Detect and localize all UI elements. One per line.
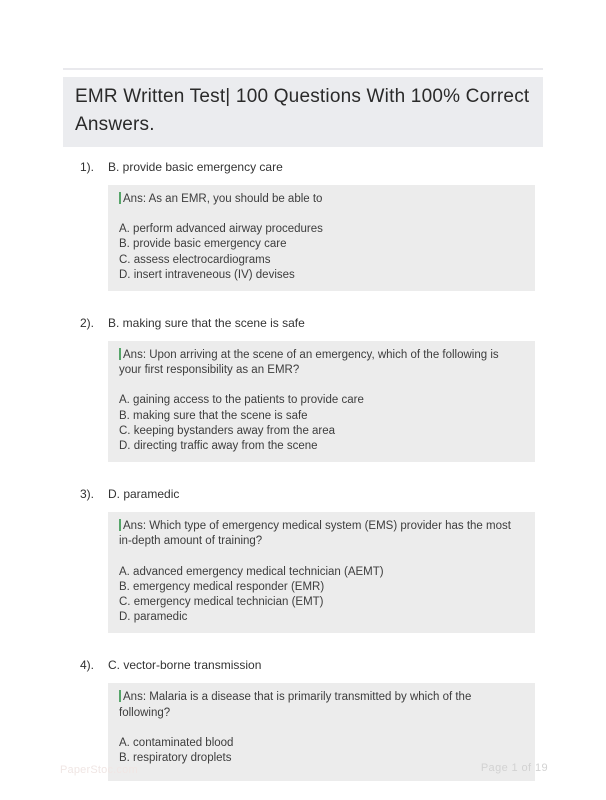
option: D. insert intraveneous (IV) devises: [119, 268, 295, 281]
question-correct-answer: B. provide basic emergency care: [108, 160, 283, 174]
text-cursor-mark: [119, 690, 121, 702]
ans-text: Ans: Upon arriving at the scene of an emergency, which of the following is your first responsibility as an EMR?: [119, 349, 499, 377]
answer-box: [108, 512, 535, 633]
text-cursor-mark: [119, 348, 121, 360]
option-list: [119, 393, 524, 454]
question-number: 2).: [80, 316, 95, 331]
ans-line: [119, 192, 524, 207]
question-number: 3).: [80, 487, 95, 502]
question-header: [63, 316, 543, 330]
question-item: [63, 658, 543, 781]
ans-text: Ans: As an EMR, you should be able to: [123, 193, 323, 205]
option: A. gaining access to the patients to provide care: [119, 394, 364, 407]
question-number: 4).: [80, 658, 95, 673]
option-list: [119, 736, 524, 766]
ans-line: [119, 348, 524, 378]
question-item: [63, 487, 543, 633]
ans-line: [119, 690, 524, 720]
option: B. emergency medical responder (EMR): [119, 580, 325, 593]
option: D. paramedic: [119, 611, 188, 624]
question-header: [63, 658, 543, 672]
option: B. respiratory droplets: [119, 752, 232, 765]
ans-line: [119, 519, 524, 549]
document-title: EMR Written Test| 100 Questions With 100% Correct Answers.: [63, 77, 543, 147]
watermark-text: PaperStoc.com: [60, 764, 138, 776]
question-correct-answer: B. making sure that the scene is safe: [108, 316, 305, 331]
ans-text: Ans: Which type of emergency medical system (EMS) provider has the most in-depth amount of training?: [119, 520, 511, 548]
text-cursor-mark: [119, 519, 121, 531]
question-correct-answer: C. vector-borne transmission: [108, 658, 262, 673]
option: A. contaminated blood: [119, 736, 234, 749]
option: B. provide basic emergency care: [119, 238, 287, 251]
question-list: [63, 160, 543, 800]
question-number: 1).: [80, 160, 95, 174]
option: A. perform advanced airway procedures: [119, 223, 323, 236]
question-item: [63, 160, 543, 291]
question-header: [63, 160, 543, 174]
option: C. emergency medical technician (EMT): [119, 596, 324, 609]
option: C. assess electrocardiograms: [119, 253, 271, 266]
question-item: [63, 316, 543, 462]
question-correct-answer: D. paramedic: [108, 487, 180, 502]
option-list: [119, 565, 524, 626]
text-cursor-mark: [119, 192, 121, 204]
page-indicator: Page 1 of 19: [480, 762, 548, 774]
option: A. advanced emergency medical technician (AEMT): [119, 565, 384, 578]
answer-box: [108, 185, 535, 291]
option: D. directing traffic away from the scene: [119, 440, 318, 453]
ans-text: Ans: Malaria is a disease that is primarily transmitted by which of the following?: [119, 691, 472, 719]
answer-box: [108, 683, 535, 781]
answer-box: [108, 341, 535, 462]
option-list: [119, 222, 524, 283]
question-header: [63, 487, 543, 501]
top-divider: [63, 68, 543, 70]
option: C. keeping bystanders away from the area: [119, 424, 336, 437]
option: B. making sure that the scene is safe: [119, 409, 308, 422]
